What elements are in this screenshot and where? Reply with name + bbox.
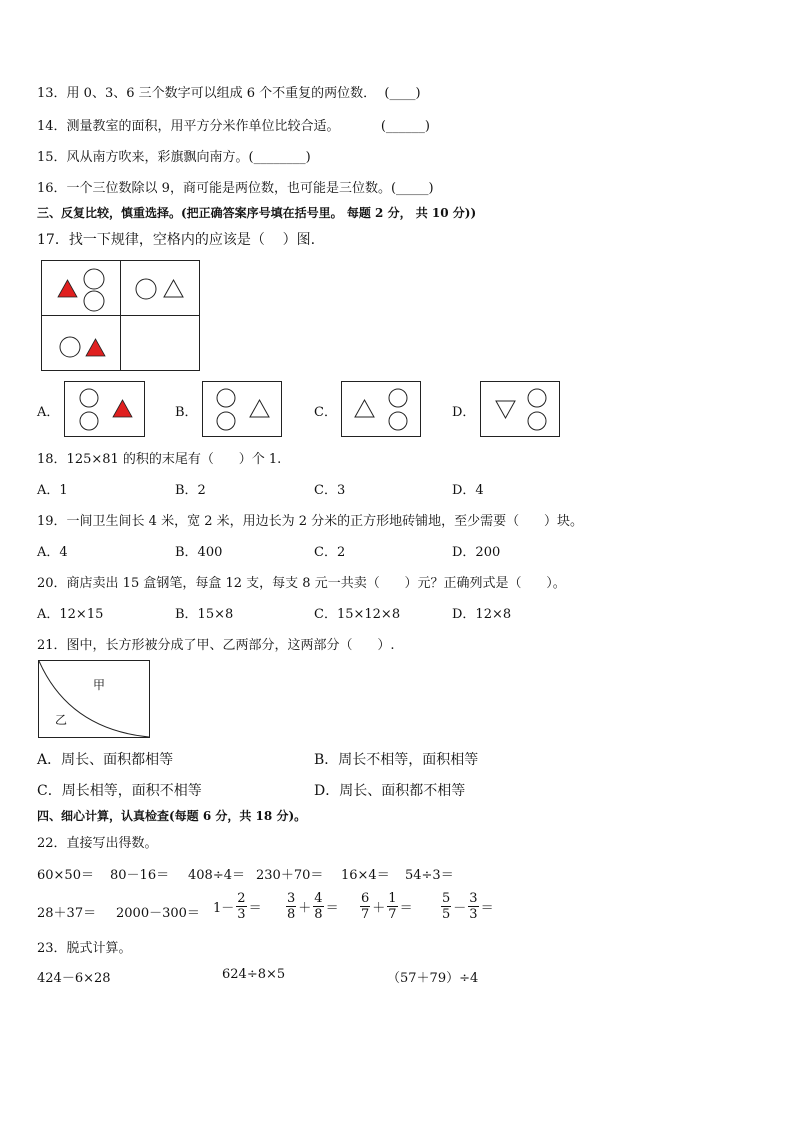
- circle-icon: [80, 389, 98, 407]
- circle-icon: [528, 412, 546, 430]
- calc-item: 80－16＝: [110, 868, 170, 883]
- question-17: 17．找一下规律，空格内的应该是（ ）图.: [37, 232, 316, 248]
- calc-item: 230＋70＝: [256, 868, 324, 883]
- question-20: 20．商店卖出 15 盒钢笔，每盒 12 支，每支 8 元一共卖（ ）元？正确列式是（ ）。: [37, 576, 566, 591]
- circle-icon: [528, 389, 546, 407]
- inverted-triangle-icon: [496, 401, 515, 418]
- option-c-label: C．: [314, 405, 337, 420]
- fraction: [387, 891, 397, 922]
- option-d-label: D．: [452, 405, 476, 420]
- option-a-figure[interactable]: [64, 381, 145, 437]
- q19-option-a[interactable]: A．4: [37, 545, 68, 560]
- calc-fraction-expression: [358, 891, 413, 922]
- q20-option-b[interactable]: B．15×8: [175, 607, 234, 622]
- circle-icon: [60, 337, 80, 357]
- circle-icon: [84, 291, 104, 311]
- fraction: [313, 891, 323, 922]
- denominator: 7: [388, 907, 397, 922]
- rectangle-figure: [38, 660, 150, 738]
- region-jia-label: 甲: [93, 678, 106, 692]
- question-18: 18．125×81 的积的末尾有（ ）个 1.: [37, 452, 282, 467]
- question-19: 19．一间卫生间长 4 米，宽 2 米，用边长为 2 分米的正方形地砖铺地，至少需要（ ）块。: [37, 514, 583, 529]
- calc-item: 54÷3＝: [405, 868, 454, 883]
- option-c-figure[interactable]: [341, 381, 421, 437]
- q18-option-c[interactable]: C．3: [314, 483, 346, 498]
- fraction: [441, 891, 451, 922]
- numerator: 4: [314, 891, 323, 906]
- question-15: 15．风从南方吹来，彩旗飘向南方。(________): [37, 150, 311, 165]
- calc-item: 408÷4＝: [188, 868, 245, 883]
- denominator: 7: [361, 907, 370, 922]
- option-a-label: A．: [37, 405, 60, 420]
- question-13: 13．用 0、3、6 三个数字可以组成 6 个不重复的两位数． (____): [37, 86, 421, 101]
- q18-option-d[interactable]: D．4: [452, 483, 484, 498]
- denominator: 3: [469, 907, 478, 922]
- question-14: 14．测量教室的面积，用平方分米作单位比较合适。 (______): [37, 119, 431, 134]
- calc-item: （57＋79）÷4: [387, 971, 479, 986]
- numerator: 3: [469, 891, 478, 906]
- fraction: [286, 891, 296, 922]
- numerator: 1: [388, 891, 397, 906]
- expr-text: 1－: [213, 901, 235, 916]
- section-4-heading: 四、细心计算，认真检查(每题 6 分，共 18 分)。: [37, 809, 307, 823]
- denominator: 8: [314, 907, 323, 922]
- circle-icon: [389, 412, 407, 430]
- q21-option-b[interactable]: B．周长不相等，面积相等: [314, 752, 479, 768]
- question-21: 21．图中，长方形被分成了甲、乙两部分，这两部分（ ）.: [37, 638, 395, 653]
- q20-option-a[interactable]: A．12×15: [37, 607, 104, 622]
- calc-item: 2000－300＝: [116, 906, 200, 921]
- red-triangle-icon: [58, 280, 77, 297]
- fraction: [360, 891, 370, 922]
- calc-item: 16×4＝: [341, 868, 390, 883]
- expr-text: ＋: [372, 901, 386, 916]
- region-yi-label: 乙: [55, 713, 68, 727]
- q20-option-d[interactable]: D．12×8: [452, 607, 512, 622]
- option-b-label: B．: [175, 405, 198, 420]
- calc-item: 60×50＝: [37, 868, 94, 883]
- triangle-icon: [250, 400, 269, 417]
- calc-fraction-expression: [284, 891, 339, 922]
- option-d-figure[interactable]: [480, 381, 560, 437]
- q20-option-c[interactable]: C．15×12×8: [314, 607, 401, 622]
- triangle-icon: [164, 280, 183, 297]
- red-triangle-icon: [86, 339, 105, 356]
- expr-text: ＝: [325, 901, 339, 916]
- calc-fraction-expression: [439, 891, 494, 922]
- q21-option-d[interactable]: D．周长、面积都不相等: [314, 783, 466, 799]
- circle-icon: [136, 279, 156, 299]
- triangle-icon: [355, 400, 374, 417]
- expr-text: ＝: [399, 901, 413, 916]
- section-3-heading: 三、反复比较，慎重选择。(把正确答案序号填在括号里。 每题 2 分， 共 10 分)): [37, 206, 477, 220]
- numerator: 2: [237, 891, 246, 906]
- q18-option-b[interactable]: B．2: [175, 483, 206, 498]
- numerator: 3: [287, 891, 296, 906]
- question-22: 22．直接写出得数。: [37, 836, 158, 851]
- circle-icon: [389, 389, 407, 407]
- denominator: 8: [287, 907, 296, 922]
- q21-option-c[interactable]: C．周长相等，面积不相等: [37, 783, 202, 799]
- denominator: 5: [442, 907, 451, 922]
- calc-fraction-expression: [213, 891, 262, 922]
- circle-icon: [84, 269, 104, 289]
- question-16: 16．一个三位数除以 9，商可能是两位数，也可能是三位数。(_____): [37, 181, 434, 196]
- numerator: 6: [361, 891, 370, 906]
- denominator: 3: [237, 907, 246, 922]
- q21-option-a[interactable]: A．周长、面积都相等: [37, 752, 174, 768]
- q18-option-a[interactable]: A．1: [37, 483, 68, 498]
- q19-option-c[interactable]: C．2: [314, 545, 346, 560]
- circle-icon: [217, 389, 235, 407]
- q19-option-b[interactable]: B．400: [175, 545, 223, 560]
- circle-icon: [80, 412, 98, 430]
- option-b-figure[interactable]: [202, 381, 282, 437]
- calc-item: 624÷8×5: [222, 967, 286, 982]
- fraction: [468, 891, 478, 922]
- circle-icon: [217, 412, 235, 430]
- calc-item: 424－6×28: [37, 971, 111, 986]
- red-triangle-icon: [113, 400, 132, 417]
- q19-option-d[interactable]: D．200: [452, 545, 501, 560]
- fraction: [236, 891, 246, 922]
- question-23: 23．脱式计算。: [37, 941, 132, 956]
- expr-text: ＝: [480, 901, 494, 916]
- numerator: 5: [442, 891, 451, 906]
- expr-text: ＋: [298, 901, 312, 916]
- pattern-grid: [41, 260, 200, 371]
- calc-item: 28＋37＝: [37, 906, 97, 921]
- expr-text: ＝: [248, 901, 262, 916]
- expr-text: －: [453, 901, 467, 916]
